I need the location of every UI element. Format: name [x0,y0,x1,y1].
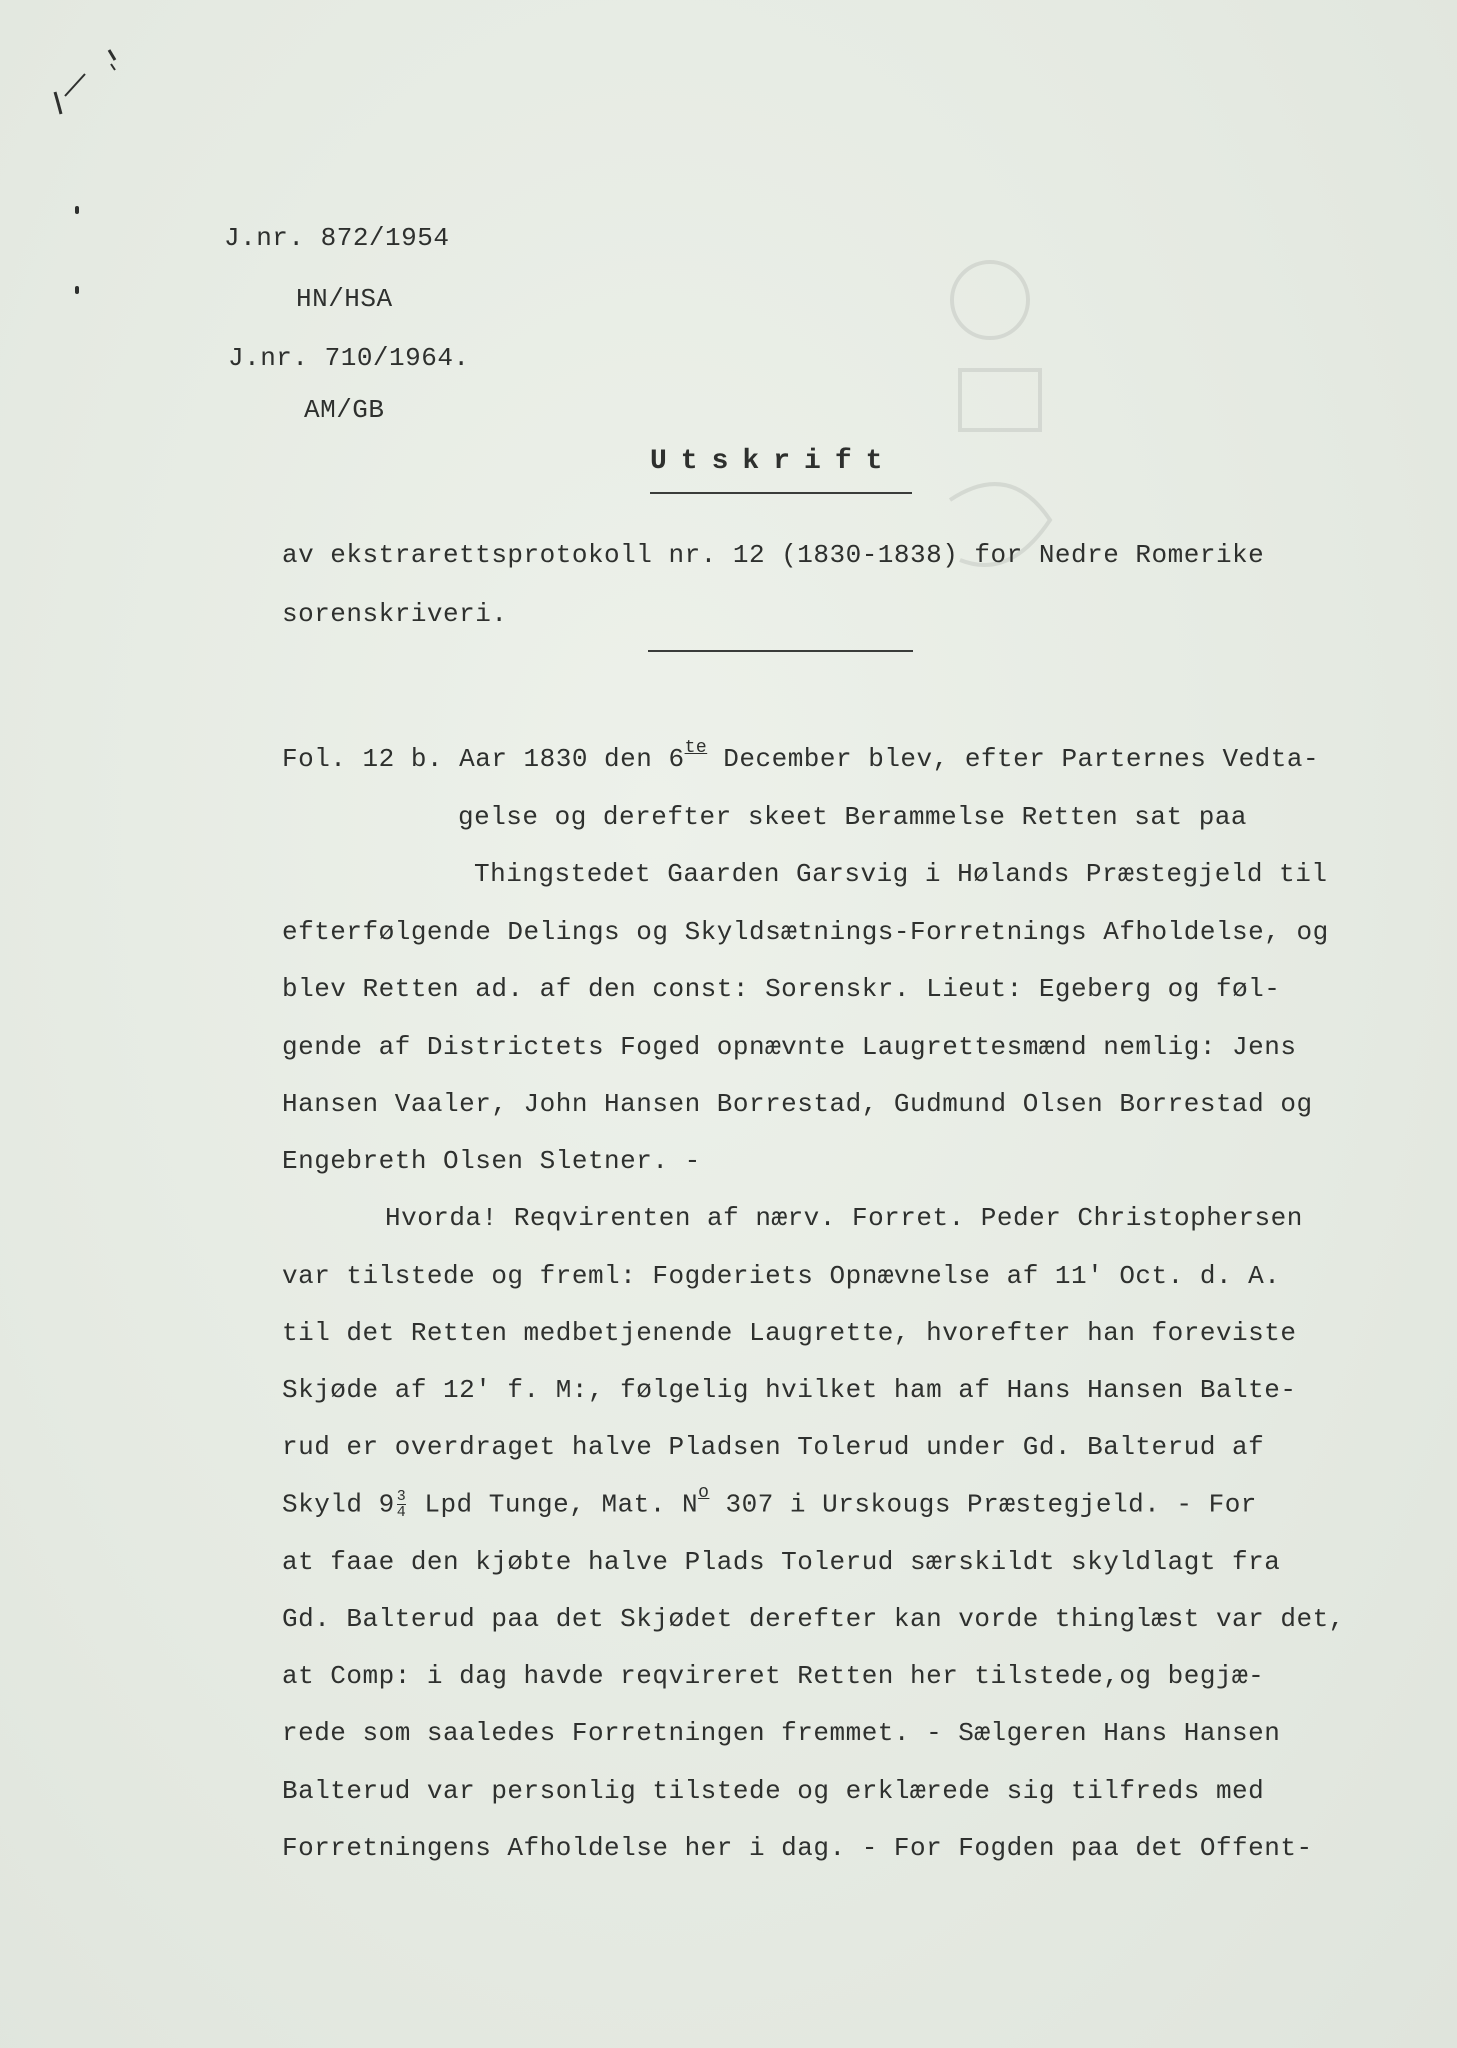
body-text: Lpd Tunge, Mat. N [408,1489,699,1520]
body-line [282,1483,1257,1521]
show-through-marks [930,240,1090,660]
pen-mark-icon [45,44,125,124]
body-line: Hvorda! Reqvirenten af nærv. Forret. Peder Christophersen [385,1203,1303,1233]
body-line: Gd. Balterud paa det Skjødet derefter kan vorde thinglæst var det, [282,1604,1345,1634]
margin-mark [75,206,79,214]
body-line: til det Retten medbetjenende Laugrette, hvorefter han foreviste [282,1318,1297,1348]
fraction-denominator: 4 [396,1504,407,1521]
body-line: rud er overdraget halve Pladsen Tolerud under Gd. Balterud af [282,1432,1265,1462]
body-text: Skyld 9 [282,1489,395,1520]
title-underline [650,492,912,494]
journal-number-1954: J.nr. 872/1954 [224,223,450,253]
superscript: o [698,1483,710,1504]
body-line: gelse og derefter skeet Berammelse Retten sat paa [458,802,1248,832]
body-line: gende af Districtets Foged opnævnte Laugrettesmænd nemlig: Jens [282,1032,1297,1062]
body-line: Engebreth Olsen Sletner. - [282,1146,701,1176]
initials-am-gb: AM/GB [304,395,385,425]
intro-line: av ekstrarettsprotokoll nr. 12 (1830-1838) for Nedre Romerike [282,540,1265,570]
separator-rule [648,650,913,652]
body-line: Hansen Vaaler, John Hansen Borrestad, Gudmund Olsen Borrestad og [282,1089,1313,1119]
body-line: Skjøde af 12' f. M:, følgelig hvilket ham af Hans Hansen Balte- [282,1375,1297,1405]
body-line: at Comp: i dag havde reqvireret Retten her tilstede,og begjæ- [282,1661,1265,1691]
body-line: Forretningens Afholdelse her i dag. - For Fogden paa det Offent- [282,1833,1313,1863]
body-text: 307 i Urskougs Præstegjeld. - For [709,1489,1257,1520]
body-line: var tilstede og freml: Fogderiets Opnævnelse af 11' Oct. d. A. [282,1261,1281,1291]
document-title: Utskrift [650,446,897,477]
margin-mark [75,286,79,294]
body-line: efterfølgende Delings og Skyldsætnings-Forretnings Afholdelse, og [282,917,1329,947]
body-text: December blev, efter Parternes Vedta- [707,744,1320,774]
fraction-numerator: 3 [396,1488,407,1505]
intro-line: sorenskriveri. [282,599,508,629]
body-line: Balterud var personlig tilstede og erklærede sig tilfreds med [282,1776,1265,1806]
body-line: blev Retten ad. af den const: Sorenskr. Lieut: Egeberg og føl- [282,974,1281,1004]
fraction [397,1489,407,1520]
superscript: te [684,738,708,758]
initials-hn-hsa: HN/HSA [296,284,393,314]
body-line: at faae den kjøbte halve Plads Tolerud særskildt skyldlagt fra [282,1547,1281,1577]
body-line: Thingstedet Gaarden Garsvig i Hølands Præstegjeld til [474,859,1328,889]
body-text: Fol. 12 b. Aar 1830 den 6 [282,744,685,774]
body-line [282,738,1320,774]
journal-number-1964: J.nr. 710/1964. [228,343,470,373]
body-line: rede som saaledes Forretningen fremmet. - Sælgeren Hans Hansen [282,1718,1281,1748]
